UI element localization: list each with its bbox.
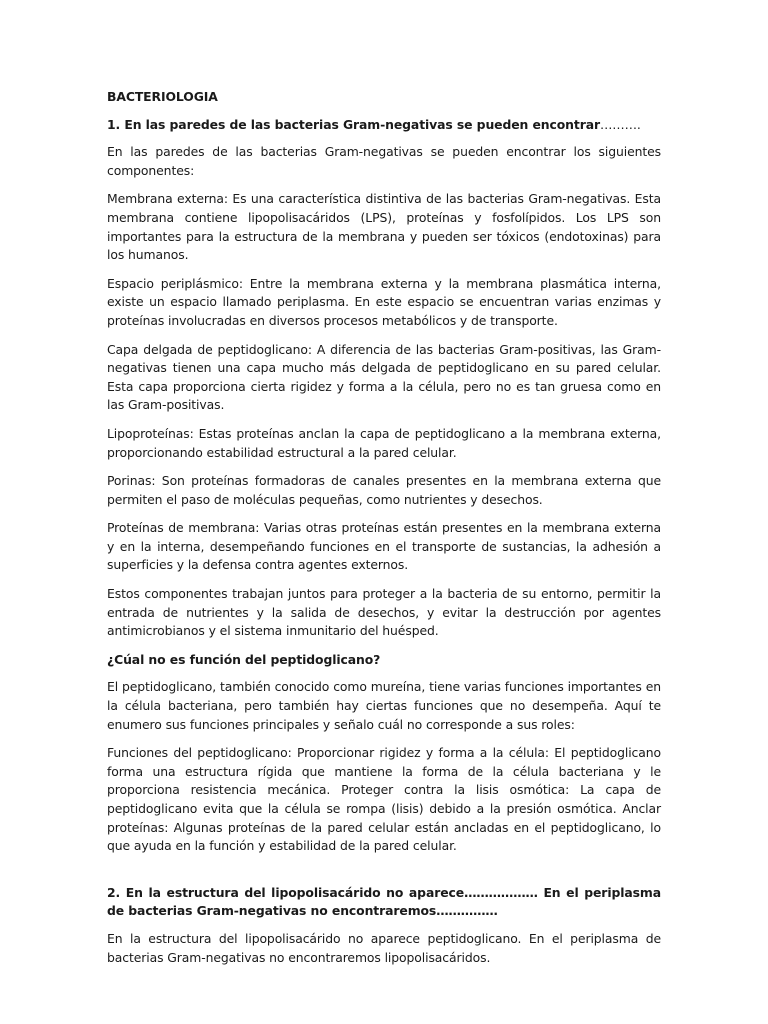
- paragraph-porinas: Porinas: Son proteínas formadoras de canales presentes en la membrana externa que permiten el paso de moléculas pequeñas, como nutrientes y desechos.: [107, 473, 661, 507]
- paragraph-espacio-periplasmico: Espacio periplásmico: Entre la membrana externa y la membrana plasmática interna, existe un espacio llamado periplasma. En este espacio se encuentran varias enzimas y proteínas involucradas en diversos procesos metabólicos y de transporte.: [107, 275, 661, 328]
- question-2-answer: En la estructura del lipopolisacárido no aparece peptidoglicano. En el periplasma de bacterias Gram-negativas no encontraremos lipopolisacáridos.: [107, 930, 661, 965]
- document-title: BACTERIOLOGIA: [107, 89, 218, 104]
- question-1-heading-text: 1. En las paredes de las bacterias Gram-negativas se pueden encontrar: [107, 116, 600, 132]
- subquestion-heading: ¿Cúal no es función del peptidoglicano?: [107, 651, 381, 667]
- question-1-heading: [107, 116, 661, 135]
- paragraph-peptidoglicano: Capa delgada de peptidoglicano: A diferencia de las bacterias Gram-positivas, las Gram-negativas tienen una capa mucho más delgada de peptidoglicano en su pared celular. Esta capa proporciona cierta rigidez y forma a la célula, pero no es tan gruesa como en las Gram-positivas.: [107, 341, 661, 413]
- paragraph-funciones: Funciones del peptidoglicano: Proporcionar rigidez y forma a la célula: El peptidoglicano forma una estructura rígida que mantiene la forma de la célula bacteriana y le proporciona resistencia mecánica. Proteger contra la lisis osmótica: La capa de peptidoglicano evita que la célula se rompa (lisis) debido a la presión osmótica. Anclar proteínas: Algunas proteínas de la pared celular están ancladas en el peptidoglicano, lo que ayuda en la función y estabilidad de la pared celular.: [107, 745, 661, 854]
- paragraph-intro: En las paredes de las bacterias Gram-negativas se pueden encontrar los siguientes componentes:: [107, 144, 661, 178]
- paragraph-conclusion: Estos componentes trabajan juntos para proteger a la bacteria de su entorno, permitir la entrada de nutrientes y la salida de desechos, y evitar la destrucción por agentes antimicrobianos y el sistema inmunitario del huésped.: [107, 586, 661, 639]
- question-1-heading-dots: ……….: [600, 116, 641, 132]
- section-gap: [107, 866, 661, 884]
- paragraph-proteinas-membrana: Proteínas de membrana: Varias otras proteínas están presentes en la membrana externa y en la interna, desempeñando funciones en el transporte de sustancias, la adhesión a superficies y la defensa contra agentes externos.: [107, 520, 661, 573]
- question-2-heading: 2. En la estructura del lipopolisacárido no aparece……………… En el periplasma de bacterias Gram-negativas no encontraremos……………: [107, 884, 661, 919]
- paragraph-lipoproteinas: Lipoproteínas: Estas proteínas anclan la capa de peptidoglicano a la membrana externa, proporcionando estabilidad estructural a la pared celular.: [107, 425, 661, 460]
- paragraph-mureina: El peptidoglicano, también conocido como mureína, tiene varias funciones importantes en la célula bacteriana, pero también hay ciertas funciones que no desempeña. Aquí te enumero sus funciones principales y señalo cuál no corresponde a sus roles:: [107, 679, 661, 732]
- paragraph-membrana-externa: Membrana externa: Es una característica distintiva de las bacterias Gram-negativas. Esta membrana contiene lipopolisacáridos (LPS), proteínas y fosfolípidos. Los LPS son importantes para la estructura de la membrana y pueden ser tóxicos (endotoxinas) para los humanos.: [107, 191, 661, 263]
